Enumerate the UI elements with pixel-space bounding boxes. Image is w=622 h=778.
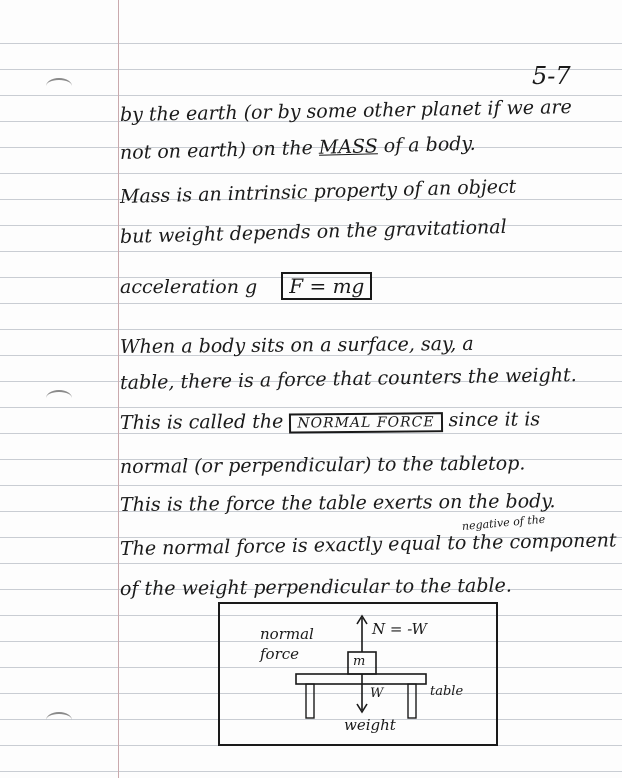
text-line-5	[120, 272, 372, 300]
punch-hole-middle	[46, 390, 72, 406]
text-line-9: normal (or perpendicular) to the tabletop.	[119, 452, 526, 478]
text-line-2-end: of a body.	[383, 132, 476, 158]
acceleration-text: acceleration g	[120, 276, 258, 298]
margin-line	[118, 0, 119, 778]
text-line-3: Mass is an intrinsic property of an object	[119, 175, 517, 208]
table-label: table	[430, 684, 464, 699]
text-line-11	[120, 529, 617, 560]
normal-force-box: NORMAL FORCE	[289, 412, 442, 433]
force-diagram	[218, 602, 498, 746]
table-leg-right	[408, 684, 416, 718]
text-line-7: table, there is a force that counters the weight.	[119, 364, 577, 394]
annotation-negative-of: negative of the	[461, 512, 546, 533]
text-line-12: of the weight perpendicular to the table.	[119, 574, 512, 600]
component-word: component	[509, 529, 617, 554]
since-text: since it is	[448, 408, 541, 432]
n-equals-minus-w-label: N = -W	[372, 620, 427, 638]
text-line-10: This is the force the table exerts on the body.	[119, 490, 556, 516]
text-line-1: by the earth (or by some other planet if we are	[119, 96, 572, 126]
weight-label: weight	[344, 716, 396, 734]
f-equals-mg-box: F = mg	[281, 272, 372, 300]
text-line-4: but weight depends on the gravitational	[119, 215, 507, 248]
normal-force-exact-text: The normal force is exactly equal to the	[119, 531, 504, 560]
punch-hole-top	[46, 78, 72, 94]
w-vector-label: W	[370, 686, 384, 701]
table-leg-left	[306, 684, 314, 718]
this-is-called-text: This is called the	[119, 410, 284, 434]
table-top	[296, 674, 426, 684]
punch-hole-bottom	[46, 712, 72, 728]
normal-force-label: normal force	[260, 625, 314, 663]
text-line-8	[120, 408, 540, 435]
text-line-6: When a body sits on a surface, say, a	[119, 332, 474, 358]
page-number: 5-7	[532, 62, 571, 90]
text-line-2-start: not on earth) on the	[119, 136, 314, 164]
text-line-2	[120, 133, 476, 164]
mass-label: m	[353, 654, 366, 669]
mass-word: MASS	[318, 135, 379, 159]
